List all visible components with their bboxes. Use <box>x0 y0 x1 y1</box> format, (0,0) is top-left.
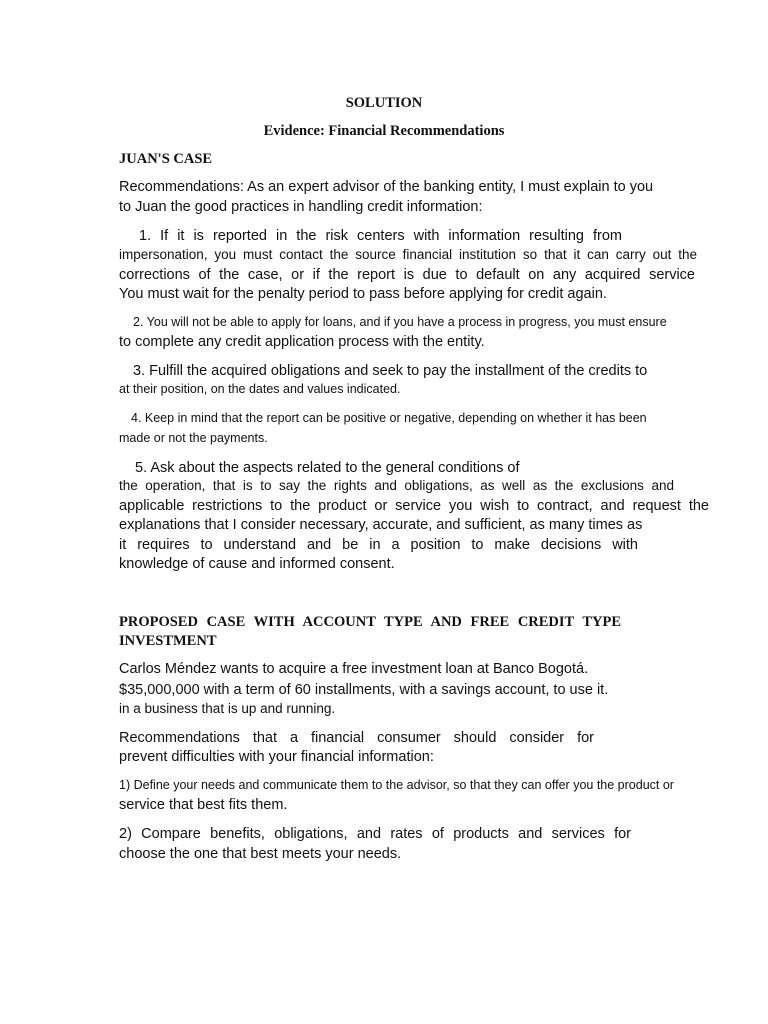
juan-item-5-line-3: applicable restrictions to the product or service you wish to contract, and request the <box>119 498 709 514</box>
juan-item-5-line-4: explanations that I consider necessary, accurate, and sufficient, as many times as <box>119 517 643 533</box>
proposed-intro-line-2: $35,000,000 with a term of 60 installments, with a savings account, to use it. <box>119 682 609 698</box>
juan-item-2-line-2: to complete any credit application process with the entity. <box>119 334 485 350</box>
proposed-intro-line-3: in a business that is up and running. <box>119 701 336 716</box>
proposed-item-2-line-2: choose the one that best meets your needs. <box>119 846 402 862</box>
juan-intro-line-2: to Juan the good practices in handling credit information: <box>119 199 483 215</box>
recommendations-intro-line-1: Recommendations that a financial consumer should consider for <box>119 730 594 746</box>
proposed-case-heading-line-1: PROPOSED CASE WITH ACCOUNT TYPE AND FREE CREDIT TYPE <box>119 614 621 630</box>
document-title: SOLUTION <box>345 95 423 111</box>
juan-intro-line-1: Recommendations: As an expert advisor of the banking entity, I must explain to you <box>119 179 654 195</box>
juan-item-2-line-1: 2. You will not be able to apply for loans, and if you have a process in progress, you must ensure <box>133 315 667 329</box>
proposed-item-1-line-2: service that best fits them. <box>119 797 288 813</box>
proposed-item-2-line-1: 2) Compare benefits, obligations, and rates of products and services for <box>119 826 631 842</box>
recommendations-intro-line-2: prevent difficulties with your financial information: <box>119 749 434 765</box>
juan-item-4-line-1: 4. Keep in mind that the report can be positive or negative, depending on whether it has been <box>131 411 647 425</box>
juan-item-5-line-1: 5. Ask about the aspects related to the general conditions of <box>135 460 520 476</box>
juan-item-5-line-5: it requires to understand and be in a position to make decisions with <box>119 537 638 553</box>
juan-item-3-line-2: at their position, on the dates and values indicated. <box>119 382 401 396</box>
juan-item-5-line-6: knowledge of cause and informed consent. <box>119 556 395 572</box>
juan-item-1-line-2: impersonation, you must contact the source financial institution so that it can carry out the <box>119 247 697 262</box>
juan-item-4-line-2: made or not the payments. <box>119 431 268 445</box>
document-subtitle: Evidence: Financial Recommendations <box>263 123 505 139</box>
proposed-item-1-line-1: 1) Define your needs and communicate them to the advisor, so that they can offer you the product or <box>119 778 674 792</box>
proposed-case-heading-line-2: INVESTMENT <box>119 633 217 649</box>
juan-item-3-line-1: 3. Fulfill the acquired obligations and seek to pay the installment of the credits to <box>133 363 648 379</box>
juan-item-1-line-1: 1. If it is reported in the risk centers with information resulting from <box>139 228 622 244</box>
juan-item-1-line-4: You must wait for the penalty period to pass before applying for credit again. <box>119 286 607 302</box>
proposed-intro-line-1: Carlos Méndez wants to acquire a free investment loan at Banco Bogotá. <box>119 661 589 677</box>
juan-item-1-line-3: corrections of the case, or if the report is due to default on any acquired service <box>119 267 695 283</box>
juan-item-5-line-2: the operation, that is to say the rights and obligations, as well as the exclusions and <box>119 478 674 493</box>
juan-case-heading: JUAN'S CASE <box>119 151 213 167</box>
